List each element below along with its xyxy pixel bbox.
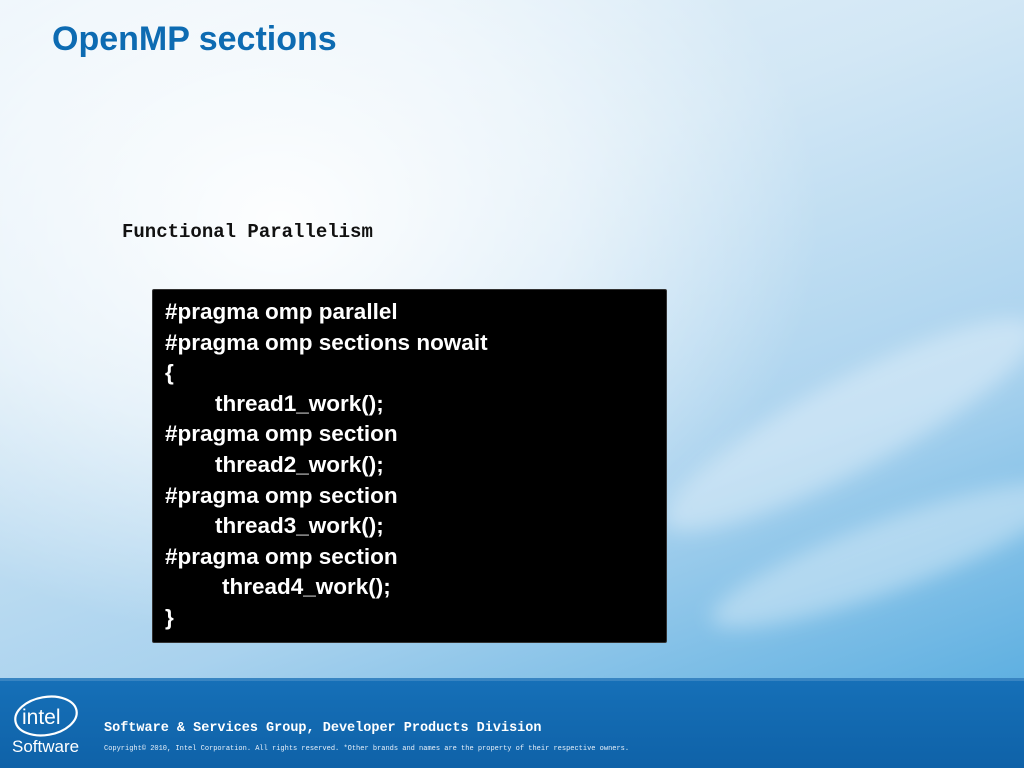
intel-logo-wordmark: intel bbox=[22, 706, 61, 729]
intel-logo-icon bbox=[10, 692, 86, 740]
code-line: thread1_work(); bbox=[215, 390, 384, 416]
slide-footer bbox=[0, 678, 1024, 768]
code-line: #pragma omp sections nowait bbox=[165, 329, 488, 355]
footer-divider bbox=[0, 678, 1024, 681]
slide-title: OpenMP sections bbox=[52, 20, 337, 58]
code-line: thread3_work(); bbox=[215, 513, 384, 539]
code-line: } bbox=[165, 604, 174, 630]
code-line: #pragma omp parallel bbox=[165, 299, 398, 324]
code-line: thread4_work(); bbox=[222, 574, 391, 600]
code-line: thread2_work(); bbox=[215, 451, 384, 477]
code-line: #pragma omp section bbox=[165, 543, 398, 569]
code-line: { bbox=[165, 360, 174, 386]
code-block bbox=[152, 289, 667, 643]
copyright-text: Copyright© 2010, Intel Corporation. All rights reserved. *Other brands and names are the property of their respective owners. bbox=[104, 745, 630, 753]
division-text: Software & Services Group, Developer Products Division bbox=[104, 721, 542, 736]
code-line: #pragma omp section bbox=[165, 482, 398, 508]
code-line: #pragma omp section bbox=[165, 421, 398, 447]
slide-subheading: Functional Parallelism bbox=[122, 221, 373, 243]
logo-subtext: Software bbox=[12, 737, 80, 756]
